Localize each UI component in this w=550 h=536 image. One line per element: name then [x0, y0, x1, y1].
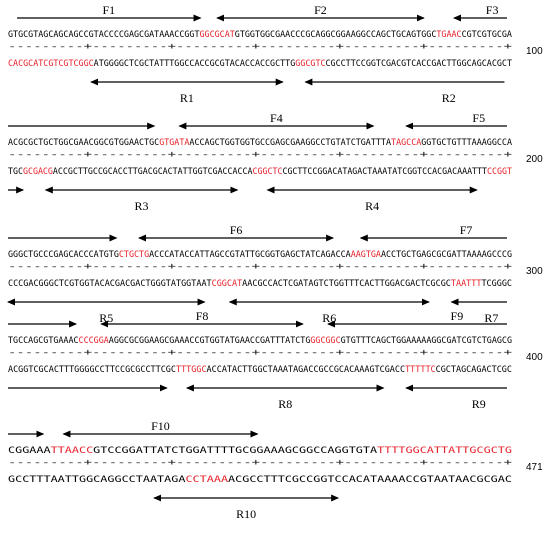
sequence-ruler: ---------+---------+---------+---------+---------+---------+: [8, 262, 512, 272]
primer-label: F8: [195, 309, 209, 323]
sequence-segment: ACCGCTTGCCGCACCTTGACGCACTATTGGTCGACCACCA: [52, 167, 260, 177]
sequence-block: [8, 419, 543, 521]
bottom-strand-sequence: [8, 365, 512, 375]
primer-site-segment: GGCGGC: [310, 336, 342, 346]
sequence-segment: ACCAGCTGGTGGTGCCGAGCGAAGGCCTGTATCTGATTTA: [189, 138, 397, 148]
sequence-segment: AGGCGCGGAAGCGAAACCGTGGTATGAACCGATTTATCTG: [108, 336, 316, 346]
primer-site-segment: CCTAAA: [185, 475, 217, 485]
sequence-segment: ACGCCTTTCGCCGGTCCACATAAAACCGTAATAACGCGAC: [228, 475, 436, 485]
primer-label: R2: [441, 91, 456, 105]
primer-site-segment: GCGACG: [22, 167, 55, 177]
primer-label: R1: [179, 91, 194, 105]
sequence-segment: GGTGCTGTTTAAAGGCCA: [421, 138, 515, 148]
primer-site-segment: TTTTGGCATTATTGCGCTG: [377, 446, 476, 456]
primer-site-segment: CCGGT: [487, 167, 513, 177]
sequence-segment: CGCCTTCCGGTCGACGTCACCGACTTGGCAGCACGCT: [325, 59, 517, 69]
primer-label: F5: [472, 111, 486, 125]
sequence-segment: GGGCTGCCCGAGCACCCATGTG: [8, 250, 122, 260]
sequence-segment: GTGTTTCAGCTGGAAAAAGGCGATCGTCTGAGCG: [340, 336, 517, 346]
sequence-segment: ACGCGCTGCTGGCGAACGGCGTGGAACTGC: [8, 138, 164, 148]
sequence-segment: TGCCAGCGTGAAAC: [8, 336, 81, 346]
primer-label: F2: [314, 3, 327, 17]
primer-label: F7: [459, 223, 473, 237]
bottom-strand-sequence: [8, 59, 517, 69]
primer-site-segment: TGAAC: [436, 30, 463, 40]
primer-site-segment: CGGCTC: [252, 167, 284, 177]
position-number: 400: [526, 352, 543, 363]
top-strand-sequence: [8, 336, 517, 346]
sequence-segment: TCGGGC: [481, 279, 513, 289]
primer-site-segment: TTAACC: [50, 446, 82, 456]
sequence-segment: CGCTAGCAGACTCGC: [435, 365, 514, 375]
sequence-segment: ACGGTCGCACTTTGGGGCCTTCCGCGCCTTCGC: [8, 365, 179, 375]
primer-site-segment: TTTGGC: [176, 365, 208, 375]
sequence-ruler: ---------+---------+---------+---------+---------+---------+: [8, 458, 512, 468]
primer-label: F1: [102, 3, 116, 17]
primer-site-segment: GTGATA: [159, 138, 191, 148]
primer-site-segment: CACGCATCGTCGTCGGC: [8, 59, 96, 69]
sequence-segment: CCCGACGGGCTCGTGGTACACGACGACTGGGTATGGTAAT: [8, 279, 215, 289]
primer-label: R9: [471, 397, 486, 411]
primer-label: R8: [278, 397, 293, 411]
sequence-blocks: [8, 3, 543, 521]
primer-label: F3: [485, 3, 499, 17]
sequence-segment: TGC: [8, 167, 24, 177]
sequence-segment: GTGGTGGCGAACCCGCAGGCGGAAGGCCAGCTGCAGTGGC: [234, 30, 442, 40]
primer-label: R7: [484, 311, 499, 325]
top-strand-sequence: [8, 250, 516, 260]
position-number: 200: [526, 154, 543, 165]
primer-label: F10: [151, 419, 170, 433]
sequence-segment: GTCCGGATTATCTGGATTTTGCGGAAAGCGGCCAGGTGTA: [93, 446, 301, 456]
primer-label: R3: [134, 199, 149, 213]
primer-site-segment: GGCGTC: [295, 59, 327, 69]
sequence-segment: ACCCATACCATTAGCCGTATTGCGGTGAGCTATCAGACCA: [149, 250, 357, 260]
sequence-block: [8, 309, 543, 411]
primer-label: F4: [270, 111, 283, 125]
primer-label: F6: [229, 223, 243, 237]
primer-site-segment: AAGTGA: [350, 250, 382, 260]
bottom-strand-sequence: [8, 475, 512, 485]
sequence-segment: ACCTGCTGAGCGCGATTAAAAGCCCG: [380, 250, 516, 260]
sequence-ruler: ---------+---------+---------+---------+---------+---------+: [8, 42, 512, 52]
position-number: 471: [526, 462, 543, 473]
primer-label: R10: [236, 507, 257, 521]
primer-site-segment: TAATTT: [450, 279, 482, 289]
primer-site-segment: GGCGCAT: [199, 30, 236, 40]
primer-site-segment: CCCGGA: [78, 336, 110, 346]
top-strand-sequence: [8, 446, 512, 456]
primer-label: F9: [450, 309, 464, 323]
primer-label: R6: [322, 311, 337, 325]
sequence-segment: ACCATACTTGGCTAAATAGACCGCCGCACAAAGTCGACC: [206, 365, 409, 375]
top-strand-sequence: [8, 138, 513, 148]
sequence-segment: CGGAAA: [8, 446, 40, 456]
primer-site-segment: CGGCAT: [211, 279, 243, 289]
sequence-segment: CGCTTCCGGACATAGACTAAATATCGGTCCACGACAAATTT: [282, 167, 495, 177]
position-number: 100: [526, 46, 543, 57]
sequence-segment: CGTCGTGCGA: [461, 30, 514, 40]
bottom-strand-sequence: [8, 167, 512, 177]
primer-site-segment: TTTTTC: [405, 365, 437, 375]
primer-label: R5: [99, 311, 114, 325]
primer-site-segment: TAGCCA: [391, 138, 423, 148]
bottom-strand-sequence: [8, 279, 512, 289]
primer-label: R4: [365, 199, 380, 213]
primer-site-segment: CTGCTG: [118, 250, 150, 260]
sequence-ruler: ---------+---------+---------+---------+---------+---------+: [8, 348, 512, 358]
sequence-ruler: ---------+---------+---------+---------+---------+---------+: [8, 150, 512, 160]
sequence-segment: GTGCGTAGCAGCAGCCGTACCCCGAGCGATAAACCGGT: [8, 30, 205, 40]
position-number: 300: [526, 266, 543, 277]
sequence-block: [8, 111, 543, 213]
sequence-segment: GCCTTTAATTGGCAGGCCTAATAGA: [8, 475, 138, 485]
sequence-segment: ATGGGGCTCGCTATTTGGCCACCGCGTACACCACCGCTTG: [93, 59, 301, 69]
top-strand-sequence: [8, 30, 513, 40]
sequence-segment: AACGCCACTCGATAGTCTGGTTTCACTTGGACGACTCGCGC: [242, 279, 455, 289]
sequence-block: [8, 3, 543, 105]
